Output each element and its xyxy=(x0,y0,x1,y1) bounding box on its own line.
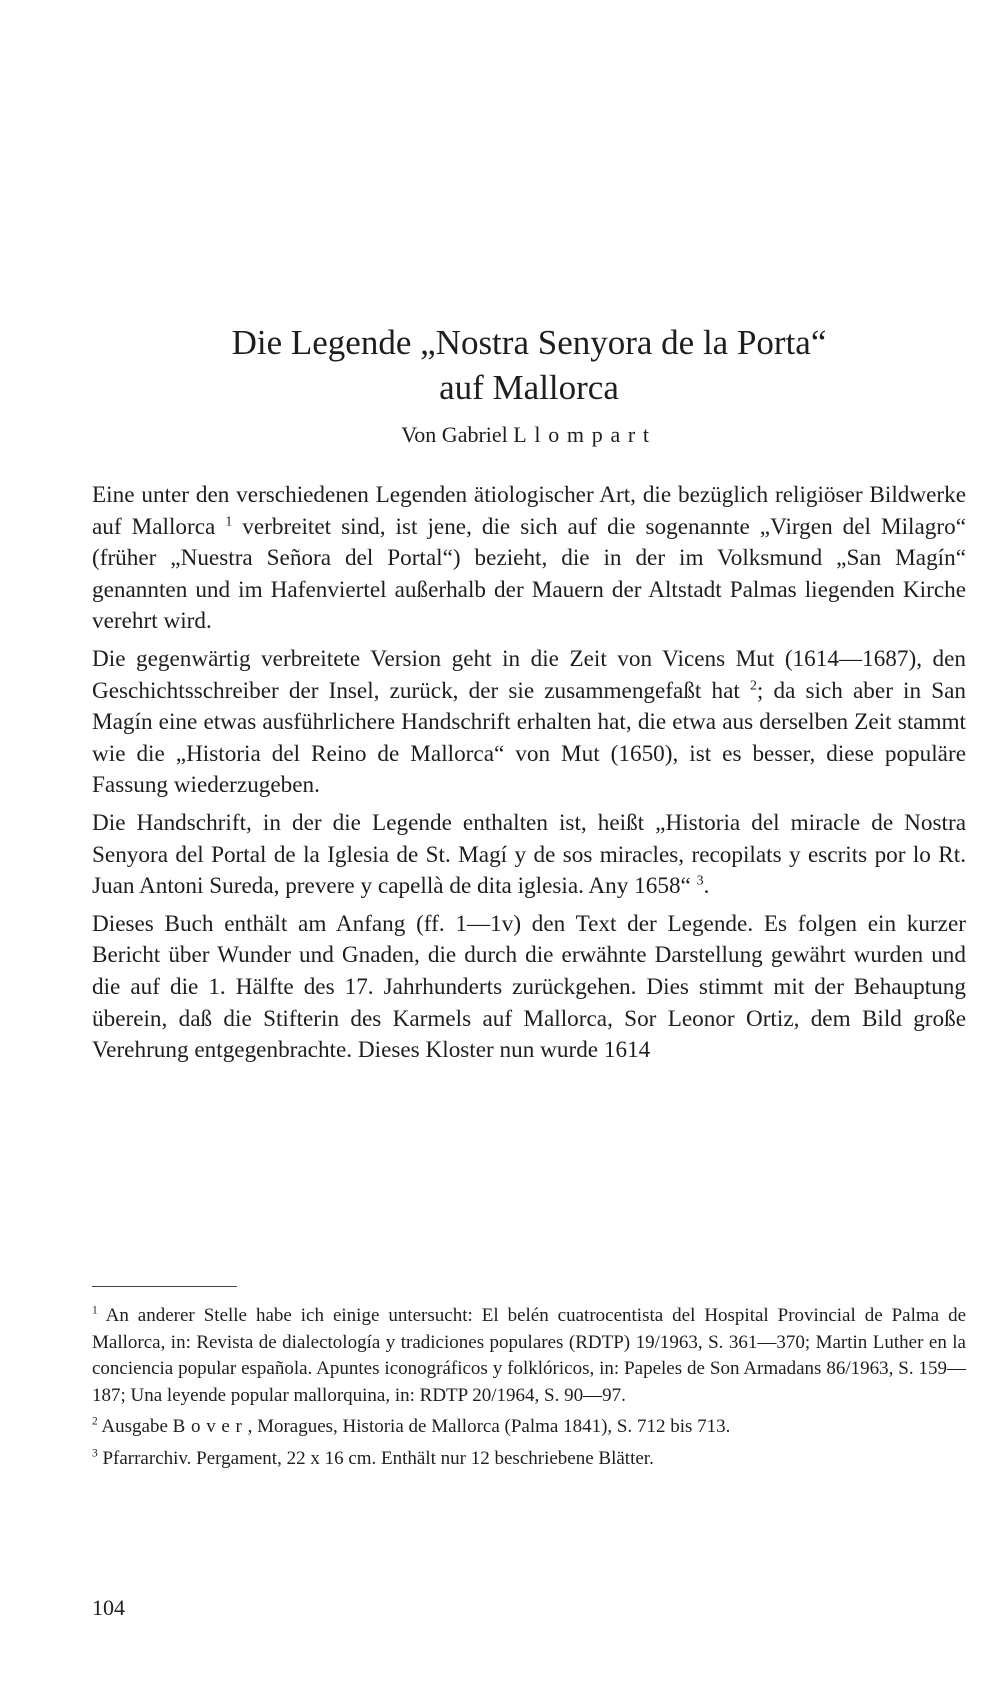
footnote-2-editor: Bover xyxy=(172,1416,248,1437)
page-number: 104 xyxy=(92,1595,125,1620)
footnote-2-text: , Moragues, Historia de Mallorca (Palma 1841), S. 712 bis 713. xyxy=(247,1416,731,1437)
article-title xyxy=(92,320,966,410)
author-name: Llompart xyxy=(513,422,657,447)
title-block xyxy=(92,320,966,450)
paragraph-2-text-b: ; da sich aber in San Magín eine etwas ausführlichere Handschrift erhalten hat, die etwa aus derselben Zeit stammt wie die „Historia del Reino de Mallorca“ von Mut (1650), ist es besser, diese populäre Fassung wiederzugeben. xyxy=(92,677,967,799)
paragraph-2-text-a: Die gegenwärtig verbreitete Version geht in die Zeit von Vicens Mut (1614—1687), den Geschichtsschreiber der Insel, zurück, der sie zusammengefaßt hat xyxy=(92,645,966,704)
byline xyxy=(92,420,966,450)
title-line-1: Die Legende „Nostra Senyora de la Porta“ xyxy=(231,323,827,362)
footnote-2 xyxy=(92,1414,966,1441)
byline-prefix: Von Gabriel xyxy=(401,422,508,447)
footnote-divider xyxy=(92,1286,237,1287)
body-text xyxy=(92,480,966,1073)
footnote-3-mark: 3 xyxy=(92,1447,98,1460)
paragraph-4 xyxy=(92,909,966,1067)
paragraph-2 xyxy=(92,644,966,802)
footnote-1 xyxy=(92,1303,966,1409)
footnote-1-mark: 1 xyxy=(92,1304,98,1317)
footnote-ref-1: 1 xyxy=(225,513,233,529)
footnote-ref-2: 2 xyxy=(749,677,757,693)
paragraph-1-text-b: verbreitet sind, ist jene, die sich auf die sogenannte „Virgen del Milagro“ (früher „Nuestra Señora del Portal“) bezieht, die in der im Volksmund „San Magín“ genannten und im Hafenviertel außerhalb der Mauern der Altstadt Palmas liegenden Kirche verehrt wird. xyxy=(92,513,966,635)
document-page xyxy=(92,0,966,1700)
footnote-3 xyxy=(92,1446,966,1473)
footnote-2-mark: 2 xyxy=(92,1415,98,1428)
title-line-2: auf Mallorca xyxy=(439,368,619,407)
paragraph-1 xyxy=(92,480,966,638)
footnote-3-text: Pfarrarchiv. Pergament, 22 x 16 cm. Enthält nur 12 beschriebene Blätter. xyxy=(102,1447,654,1469)
footnote-ref-3: 3 xyxy=(696,873,704,889)
paragraph-1-text-a: Eine unter den verschiedenen Legenden ätiologischer Art, die bezüglich religiöser Bildwerke auf Mallorca xyxy=(92,482,966,540)
footnote-2-prefix: Ausgabe xyxy=(101,1416,168,1437)
paragraph-3 xyxy=(92,808,966,903)
footnotes xyxy=(92,1303,966,1477)
paragraph-4-text: Dieses Buch enthält am Anfang (ff. 1—1v) den Text der Legende. Es folgen ein kurzer Bericht über Wunder und Gnaden, die durch die erwähnte Darstellung gewährt wurden und die auf die 1. Hälfte des 17. Jahrhunderts zurückgehen. Dies stimmt mit der Behauptung überein, daß die Stifterin des Karmels auf Mallorca, Sor Leonor Ortiz, dem Bild große Verehrung entgegenbrachte. Dieses Kloster nun wurde 1614 xyxy=(92,910,966,1064)
footnote-1-text: An anderer Stelle habe ich einige untersucht: El belén cuatrocentista del Hospital Provincial de Palma de Mallorca, in: Revista de dialectología y tradiciones populares (RDTP) 19/1963, S. 361—370; Martin Luther en la conciencia popular española. Apuntes iconográficos y folklóricos, in: Papeles de Son Armadans 86/1963, S. 159—187; Una leyende popular mallorquina, in: RDTP 20/1964, S. 90—97. xyxy=(92,1305,967,1406)
paragraph-3-text-a: Die Handschrift, in der die Legende enthalten ist, heißt „Historia del miracle de Nostra Senyora del Portal de la Iglesia de St. Magí y de sos miracles, recopilats y escrits por lo Rt. Juan Antoni Sureda, prevere y capellà de dita iglesia. Any 1658“ xyxy=(92,809,966,900)
paragraph-3-text-b: . xyxy=(703,873,710,900)
